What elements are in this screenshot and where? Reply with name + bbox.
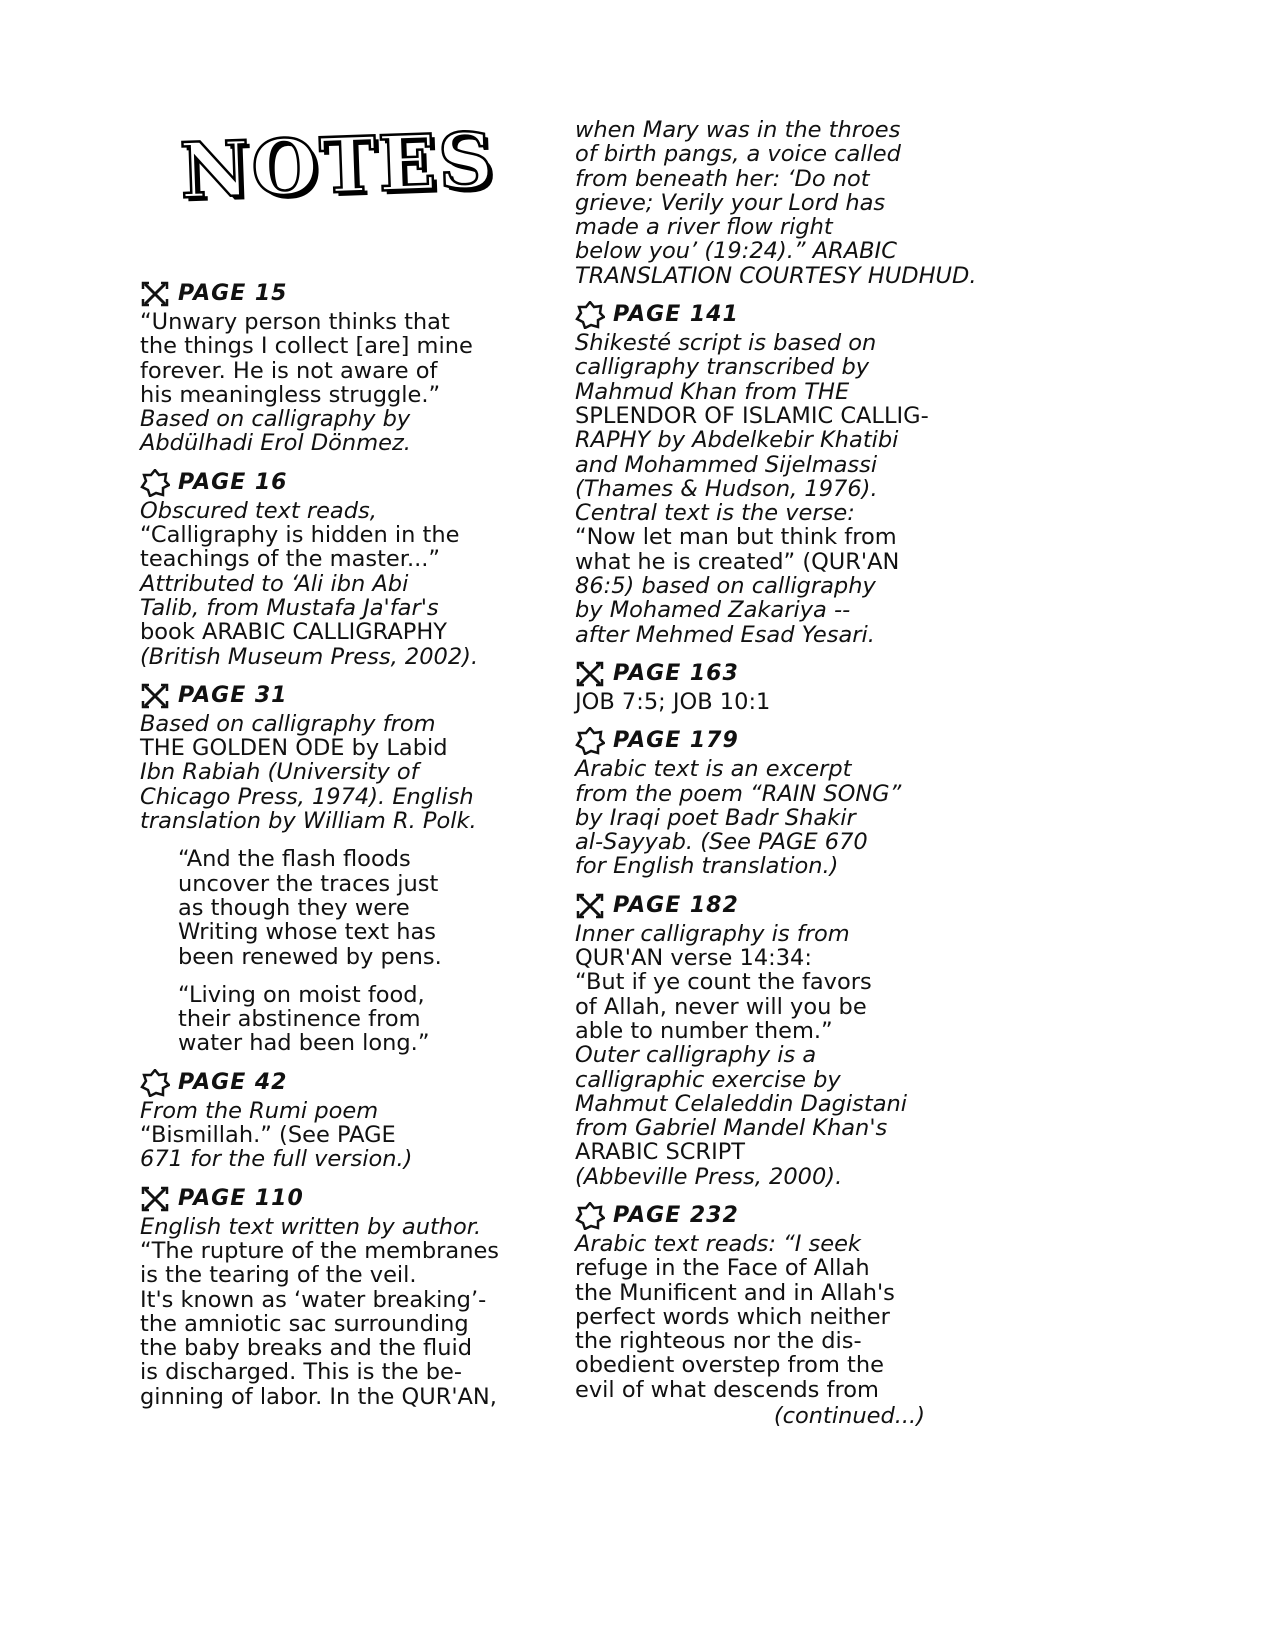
note-line: “The rupture of the membranes [140, 1237, 500, 1264]
note-page-163 [575, 660, 995, 714]
cross-bracket-icon [140, 280, 170, 308]
continued-label: (continued...) [773, 1403, 925, 1430]
note-label: PAGE 182 [613, 892, 739, 918]
note-line: the righteous nor the dis- [575, 1328, 862, 1355]
note-label: PAGE 141 [613, 302, 739, 328]
page-title: NOTES [178, 115, 497, 216]
note-line: what he is created” (QUR'AN [575, 548, 900, 575]
note-line: forever. He is not aware of [140, 357, 438, 384]
note-line: Attributed to ‘Ali ibn Abi [140, 570, 409, 597]
note-line: is discharged. This is the be- [140, 1359, 462, 1386]
note-line: is the tearing of the veil. [140, 1262, 417, 1289]
note-line: Inner calligraphy is from [575, 920, 850, 947]
star-octagon-icon [140, 469, 170, 497]
note-line: obedient overstep from the [575, 1352, 884, 1379]
note-line: ARABIC SCRIPT [575, 1139, 746, 1166]
note-line: by Mohamed Zakariya -- [575, 597, 851, 624]
note-page-141 [575, 301, 995, 647]
note-line: Obscured text reads, [140, 497, 377, 524]
note-line: 671 for the full version.) [140, 1146, 413, 1173]
note-label: PAGE 16 [178, 469, 288, 495]
note-line: calligraphy transcribed by [575, 354, 870, 381]
note-line: for English translation.) [575, 853, 839, 880]
note-line: and Mohammed Sijelmassi [575, 451, 878, 478]
note-line: by Iraqi poet Badr Shakir [575, 804, 856, 831]
note-line: RAPHY by Abdelkebir Khatibi [575, 427, 899, 454]
cross-bracket-icon [575, 660, 605, 688]
note-line: below you’ (19:24).” ARABIC [575, 238, 897, 265]
note-page-15 [140, 280, 560, 456]
note-line: Mahmud Khan from THE [575, 378, 850, 405]
quote-block [140, 847, 560, 1055]
note-line: teachings of the master...” [140, 546, 441, 573]
note-page-16 [140, 469, 560, 669]
quote-line: their abstinence from [178, 1006, 421, 1033]
note-line: from beneath her: ‘Do not [575, 165, 870, 192]
star-octagon-icon [575, 301, 605, 329]
note-line: al-Sayyab. (See PAGE 670 [575, 829, 868, 856]
star-octagon-icon [575, 727, 605, 755]
note-line: made a river flow right [575, 214, 833, 241]
note-line: Mahmut Celaleddin Dagistani [575, 1090, 908, 1117]
cross-bracket-icon [140, 682, 170, 710]
note-line: calligraphic exercise by [575, 1066, 841, 1093]
note-line: the amniotic sac surrounding [140, 1310, 469, 1337]
note-page-110 [140, 1185, 560, 1409]
note-line: (Abbeville Press, 2000). [575, 1163, 843, 1190]
note-line: Based on calligraphy from [140, 710, 436, 737]
note-line: book ARABIC CALLIGRAPHY [140, 619, 448, 646]
note-line: his meaningless struggle.” [140, 381, 441, 408]
note-line: English text written by author. [140, 1213, 482, 1240]
note-line: Abdülhadi Erol Dönmez. [140, 430, 411, 457]
note-line: the things I collect [are] mine [140, 333, 473, 360]
note-line: “Now let man but think from [575, 524, 897, 551]
star-octagon-icon [140, 1069, 170, 1097]
notes-left-column [140, 280, 560, 1422]
note-line: after Mehmed Esad Yesari. [575, 621, 875, 648]
note-line: from the poem “RAIN SONG” [575, 780, 902, 807]
note-line: when Mary was in the throes [575, 117, 901, 143]
note-line: Talib, from Mustafa Ja'far's [140, 594, 439, 621]
cross-bracket-icon [140, 1185, 170, 1213]
note-line: 86:5) based on calligraphy [575, 573, 876, 600]
note-line: From the Rumi poem [140, 1097, 379, 1124]
note-line: Arabic text reads: “I seek [575, 1230, 861, 1257]
note-line: Shikesté script is based on [575, 330, 877, 357]
note-line: QUR'AN verse 14:34: [575, 945, 812, 972]
note-page-42 [140, 1069, 560, 1172]
note-line: translation by William R. Polk. [140, 808, 477, 835]
quote-line: uncover the traces just [178, 870, 439, 897]
note-line: (British Museum Press, 2002). [140, 643, 479, 670]
note-line: from Gabriel Mandel Khan's [575, 1115, 888, 1142]
note-line: evil of what descends from [575, 1376, 879, 1403]
note-line: Arabic text is an excerpt [575, 756, 852, 783]
note-line: Ibn Rabiah (University of [140, 759, 419, 786]
note-label: PAGE 179 [613, 728, 739, 754]
note-line: perfect words which neither [575, 1303, 890, 1330]
quote-line: “Living on moist food, [178, 981, 425, 1008]
note-page-31 [140, 682, 560, 1056]
note-line: SPLENDOR OF ISLAMIC CALLIG- [575, 402, 929, 429]
note-line: grieve; Verily your Lord has [575, 189, 886, 216]
note-line: of birth pangs, a voice called [575, 141, 901, 168]
note-line: able to number them.” [575, 1017, 833, 1044]
note-label: PAGE 15 [178, 281, 288, 306]
note-line: “Unwary person thinks that [140, 309, 450, 335]
note-label: PAGE 163 [613, 660, 739, 686]
note-line: of Allah, never will you be [575, 993, 867, 1020]
notes-right-column [575, 118, 995, 1441]
note-label: PAGE 42 [178, 1069, 288, 1095]
note-line: Chicago Press, 1974). English [140, 783, 474, 810]
quote-line: “And the flash floods [178, 846, 411, 873]
note-label: PAGE 232 [613, 1202, 739, 1228]
note-line: It's known as ‘water breaking’- [140, 1286, 487, 1313]
quote-line: been renewed by pens. [178, 943, 442, 970]
note-line: ginning of labor. In the QUR'AN, [140, 1383, 497, 1410]
note-line: “Bismillah.” (See PAGE [140, 1122, 396, 1149]
note-label: PAGE 110 [178, 1185, 304, 1211]
note-page-179 [575, 727, 995, 878]
note-line: the baby breaks and the fluid [140, 1335, 472, 1362]
note-line: (Thames & Hudson, 1976). [575, 475, 878, 502]
quote-line: Writing whose text has [178, 919, 436, 946]
note-page-232 [575, 1202, 995, 1428]
quote-line: water had been long.” [178, 1030, 430, 1057]
quote-line: as though they were [178, 894, 410, 921]
star-octagon-icon [575, 1202, 605, 1230]
note-line: JOB 7:5; JOB 10:1 [575, 688, 771, 715]
note-line: “Calligraphy is hidden in the [140, 522, 460, 549]
note-line: THE GOLDEN ODE by Labid [140, 735, 448, 762]
note-line: Based on calligraphy by [140, 406, 411, 433]
note-line: Outer calligraphy is a [575, 1042, 817, 1069]
note-line: refuge in the Face of Allah [575, 1255, 870, 1282]
note-label: PAGE 31 [178, 682, 288, 708]
note-line: “But if ye count the favors [575, 969, 872, 996]
cross-bracket-icon [575, 892, 605, 920]
note-page-182 [575, 892, 995, 1189]
note-continuation [575, 118, 995, 288]
note-line: Central text is the verse: [575, 500, 855, 527]
note-line: TRANSLATION COURTESY HUDHUD. [575, 262, 977, 289]
note-line: the Munificent and in Allah's [575, 1279, 895, 1306]
